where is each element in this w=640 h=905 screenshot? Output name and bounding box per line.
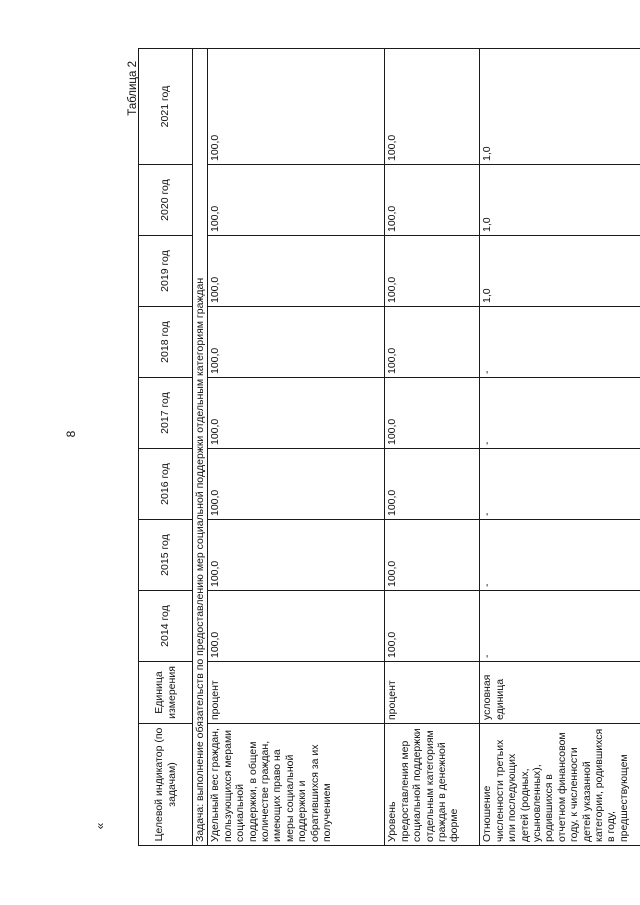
value-cell: 100,0 [385, 49, 480, 165]
section-row [193, 49, 208, 846]
header-unit: Единица измерения [139, 662, 193, 724]
value-cell: 100,0 [385, 165, 480, 236]
value-cell: - [480, 591, 640, 662]
unit-cell: процент [208, 662, 385, 724]
table-row [385, 49, 480, 846]
value-cell: 100,0 [385, 236, 480, 307]
value-cell: - [480, 449, 640, 520]
page-number: 8 [64, 430, 78, 438]
value-cell: 100,0 [385, 449, 480, 520]
value-cell: 100,0 [208, 520, 385, 591]
indicator-cell: Отношение численности третьих или последующих детей (родных, усыновленных), родившихся в отчетном финансовом году, к численности детей указанной категории, родившихся в году, предшествующем [480, 724, 640, 846]
value-cell: 100,0 [208, 49, 385, 165]
header-year: 2018 год [139, 307, 193, 378]
section-title: Задача: выполнение обязательств по предоставлению мер социальной поддержки отдельным категориям граждан [193, 49, 208, 846]
unit-cell: условная единица [480, 662, 640, 724]
value-cell: 1,0 [480, 49, 640, 165]
header-year: 2016 год [139, 449, 193, 520]
value-cell: 100,0 [385, 307, 480, 378]
value-cell: 100,0 [385, 591, 480, 662]
table-header-row [139, 49, 193, 846]
unit-cell: процент [385, 662, 480, 724]
header-indicator: Целевой индикатор (по задачам) [139, 724, 193, 846]
header-year: 2017 год [139, 378, 193, 449]
header-year: 2021 год [139, 49, 193, 165]
value-cell: - [480, 378, 640, 449]
header-year: 2015 год [139, 520, 193, 591]
value-cell: 100,0 [208, 378, 385, 449]
value-cell: - [480, 520, 640, 591]
header-year: 2014 год [139, 591, 193, 662]
table-row [208, 49, 385, 846]
opening-quote: « [93, 822, 107, 830]
value-cell: 1,0 [480, 236, 640, 307]
value-cell: 100,0 [208, 236, 385, 307]
table-caption: Таблица 2 [127, 61, 139, 116]
header-year: 2020 год [139, 165, 193, 236]
value-cell: 100,0 [385, 520, 480, 591]
value-cell: 100,0 [385, 378, 480, 449]
rotated-page-content [128, 49, 640, 846]
value-cell: 100,0 [208, 307, 385, 378]
value-cell: - [480, 307, 640, 378]
table-row [480, 49, 640, 846]
indicators-table [138, 48, 640, 846]
header-year: 2019 год [139, 236, 193, 307]
value-cell: 1,0 [480, 165, 640, 236]
value-cell: 100,0 [208, 165, 385, 236]
indicator-cell: Уровень предоставления мер социальной поддержки отдельным категориям граждан в денежной форме [385, 724, 480, 846]
value-cell: 100,0 [208, 591, 385, 662]
value-cell: 100,0 [208, 449, 385, 520]
indicator-cell: Удельный вес граждан, пользующихся мерами социальной поддержки, в общем количестве граждан, имеющих право на меры социальной поддержки и обратившихся за их получением [208, 724, 385, 846]
